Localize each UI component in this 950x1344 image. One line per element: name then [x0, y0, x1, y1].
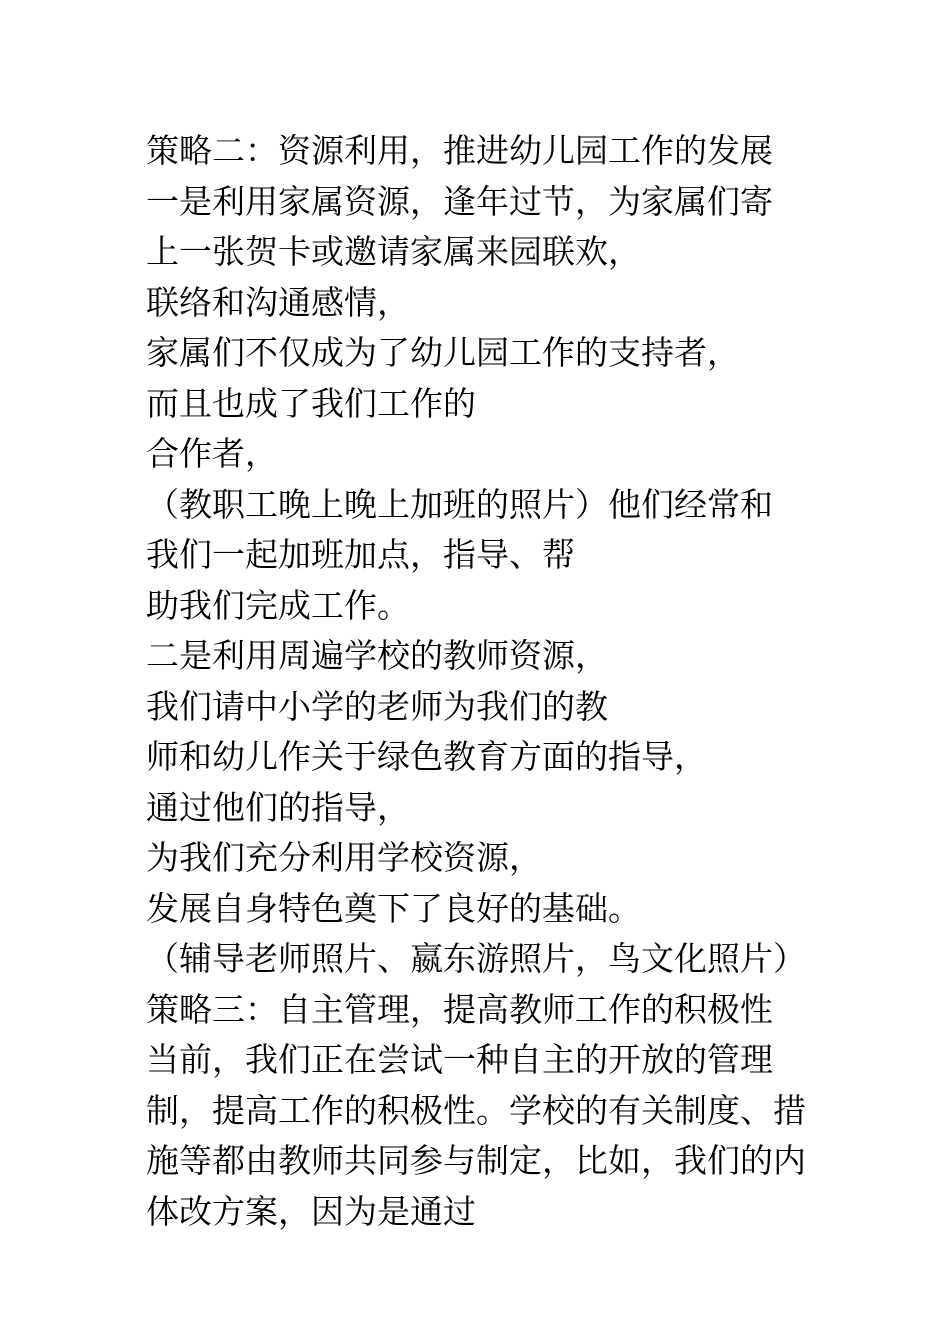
text-line: 我们一起加班加点，指导、帮: [146, 535, 575, 574]
text-line: 制，提高工作的积极性。学校的有关制度、措: [146, 1090, 806, 1130]
text-line: 体改方案，因为是通过: [146, 1191, 476, 1231]
text-line: 家属们不仅成为了幼儿园工作的支持者，: [146, 333, 740, 372]
text-line: 策略二：资源利用，推进幼儿园工作的发展: [146, 131, 773, 170]
text-line: 发展自身特色奠下了良好的基础。: [146, 888, 641, 928]
text-line: 策略三：自主管理，提高教师工作的积极性: [146, 989, 773, 1029]
text-line: 当前，我们正在尝试一种自主的开放的管理: [146, 1040, 773, 1079]
text-line: 联络和沟通感情，: [146, 282, 410, 322]
text-line: 合作者，: [146, 434, 278, 473]
body-text: [146, 126, 816, 1237]
text-line: 助我们完成工作。: [146, 585, 410, 625]
text-line: （教职工晚上晚上加班的照片）他们经常和: [146, 484, 773, 524]
text-line: 通过他们的指导，: [146, 787, 410, 827]
text-line: 而且也成了我们工作的: [146, 383, 476, 423]
text-line: 为我们充分利用学校资源，: [146, 838, 542, 877]
text-line: （辅导老师照片、嬴东游照片，鸟文化照片）: [146, 939, 806, 978]
text-line: 二是利用周遍学校的教师资源，: [146, 636, 608, 675]
text-line: 我们请中小学的老师为我们的教: [146, 686, 608, 726]
text-line: 上一张贺卡或邀请家属来园联欢，: [146, 232, 641, 271]
text-line: 师和幼儿作关于绿色教育方面的指导，: [146, 737, 707, 776]
text-line: 一是利用家属资源，逢年过节，为家属们寄: [146, 181, 773, 221]
text-line: 施等都由教师共同参与制定，比如，我们的内: [146, 1141, 806, 1180]
